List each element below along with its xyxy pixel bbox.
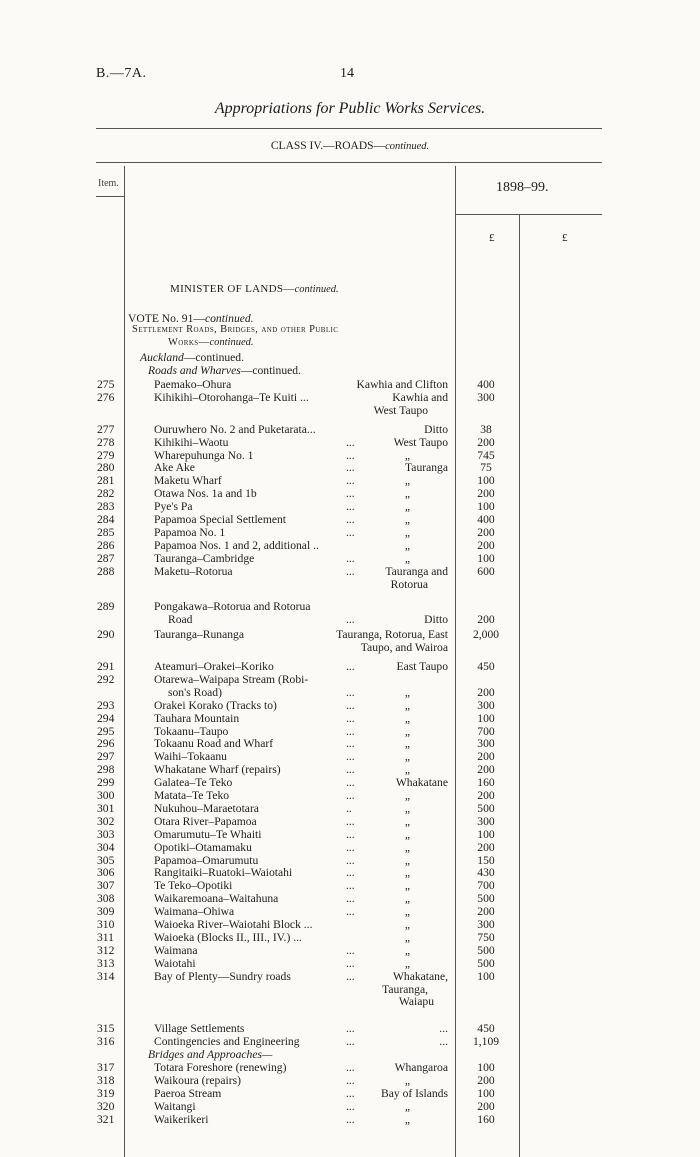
row-amount: 200 xyxy=(477,763,495,777)
row-description: Waikaremoana–Waitahuna xyxy=(154,892,279,906)
row-amount: 450 xyxy=(477,660,495,673)
class-heading: CLASS IV.—ROADS—continued. xyxy=(270,140,430,152)
row-amount: 100 xyxy=(477,1086,495,1100)
row-district: „ xyxy=(404,513,410,526)
row-district: Ditto xyxy=(424,422,448,436)
item-number: 283 xyxy=(97,500,115,514)
row-district: „ xyxy=(404,814,410,828)
row-district: „ xyxy=(404,1073,410,1087)
row-description: Whakatane Wharf (repairs) xyxy=(154,763,281,777)
item-number: 296 xyxy=(97,737,115,751)
item-number: 297 xyxy=(97,750,115,764)
row-amount: 500 xyxy=(477,956,495,970)
item-number: 314 xyxy=(97,969,115,983)
row-leader-dots: ... xyxy=(346,613,355,627)
item-number: 305 xyxy=(97,853,115,867)
row-leader-dots: ... xyxy=(346,840,355,854)
row-amount: 500 xyxy=(477,892,495,906)
currency-col-2: £ xyxy=(562,232,568,244)
row-district: „ xyxy=(404,685,410,699)
row-description: Papamoa–Omarumutu xyxy=(154,853,259,867)
row-amount: 100 xyxy=(477,500,495,514)
row-amount: 400 xyxy=(477,378,495,391)
row-district: „ xyxy=(404,448,410,462)
row-description: Waikoura (repairs) xyxy=(154,1073,241,1087)
item-number: 315 xyxy=(97,1022,115,1036)
subhead-line-1: Settlement Roads, Bridges, and other Public xyxy=(132,324,339,335)
minister-heading: MINISTER OF LANDS—continued. xyxy=(170,283,339,295)
row-amount: 500 xyxy=(477,801,495,815)
item-number: 302 xyxy=(97,814,115,828)
row-district: „ xyxy=(404,840,410,854)
row-amount: 450 xyxy=(477,1022,495,1036)
rule-year-under xyxy=(455,214,602,215)
row-description: Otara River–Papamoa xyxy=(154,814,257,828)
row-description: Tauhara Mountain xyxy=(154,711,240,725)
row-amount: 100 xyxy=(477,474,495,488)
row-amount: 430 xyxy=(477,866,495,880)
row-leader-dots: ... xyxy=(346,737,355,751)
year-heading: 1898–99. xyxy=(496,180,549,195)
rule-item-under xyxy=(96,196,124,197)
row-district: Bay of Islands xyxy=(381,1086,448,1100)
row-description: Waihi–Tokaanu xyxy=(154,750,227,764)
row-district: „ xyxy=(404,801,410,815)
region-heading: Auckland—continued. xyxy=(140,351,245,364)
rule-top xyxy=(96,128,602,129)
item-number: 308 xyxy=(97,892,115,906)
row-description: Waioeka (Blocks II., III., IV.) ... xyxy=(154,930,302,944)
row-amount: 200 xyxy=(477,1099,495,1113)
row-district: „ xyxy=(404,879,410,893)
page-number: 14 xyxy=(340,66,354,81)
row-leader-dots: ... xyxy=(346,564,355,578)
row-amount: 300 xyxy=(477,390,495,404)
row-description-cont: Road xyxy=(168,613,193,627)
row-description: Otarewa–Waipapa Stream (Robi- xyxy=(154,672,309,686)
row-amount: 200 xyxy=(477,789,495,802)
row-district: Tauranga and xyxy=(385,564,448,578)
row-district: „ xyxy=(404,698,410,712)
row-leader-dots: ... xyxy=(346,1099,355,1113)
row-amount: 160 xyxy=(477,1112,495,1126)
row-description: Te Teko–Opotiki xyxy=(154,879,233,893)
row-description: Totara Foreshore (renewing) xyxy=(154,1061,287,1074)
item-number: 275 xyxy=(97,378,115,391)
row-district-cont: Rotorua xyxy=(390,577,428,591)
row-description: Waimana–Ohiwa xyxy=(154,905,235,919)
row-description: Contingencies and Engineering xyxy=(154,1035,300,1049)
row-amount: 200 xyxy=(477,1073,495,1087)
item-number: 318 xyxy=(97,1073,115,1087)
item-number: 301 xyxy=(97,801,115,815)
item-number: 291 xyxy=(97,660,115,673)
item-number: 311 xyxy=(97,930,114,944)
row-leader-dots: ... xyxy=(346,750,355,764)
row-description: Tauranga–Runanga xyxy=(154,628,244,642)
row-description: Pye's Pa xyxy=(154,500,193,514)
row-leader-dots: ... xyxy=(346,789,355,802)
row-leader-dots: ... xyxy=(346,685,355,699)
row-leader-dots: ... xyxy=(346,1035,355,1049)
row-description: Wharepuhunga No. 1 xyxy=(154,448,254,462)
row-amount: 700 xyxy=(477,724,495,738)
row-district: „ xyxy=(404,853,410,867)
row-leader-dots: ... xyxy=(346,724,355,738)
row-description: Maketu Wharf xyxy=(154,474,222,488)
item-number: 320 xyxy=(97,1099,115,1113)
row-district: ... xyxy=(439,1022,448,1036)
item-number: 277 xyxy=(97,422,115,436)
row-district: Whangaroa xyxy=(394,1061,448,1074)
row-district: „ xyxy=(404,918,410,931)
row-description: Matata–Te Teko xyxy=(154,789,230,802)
row-leader-dots: ... xyxy=(346,1061,355,1074)
row-district: West Taupo xyxy=(393,435,448,449)
row-description: Otawa Nos. 1a and 1b xyxy=(154,487,257,501)
row-district: Tauranga xyxy=(405,461,448,475)
item-number: 298 xyxy=(97,763,115,777)
row-district-cont: West Taupo xyxy=(373,403,428,417)
row-leader-dots: ... xyxy=(346,905,355,919)
item-number: 303 xyxy=(97,827,115,841)
document-reference: B.—7A. xyxy=(96,66,147,81)
row-description: Opotiki–Otamamaku xyxy=(154,840,252,854)
row-amount: 2,000 xyxy=(472,628,500,642)
row-description: Maketu–Rotorua xyxy=(154,564,233,578)
row-amount: 200 xyxy=(477,525,495,539)
row-description: Waitangi xyxy=(154,1099,196,1113)
row-district: Kawhia and Clifton xyxy=(356,378,448,391)
item-number: 287 xyxy=(97,551,115,565)
row-amount: 100 xyxy=(477,551,495,565)
row-district: „ xyxy=(404,1099,410,1113)
item-number: 316 xyxy=(97,1035,115,1049)
row-leader-dots: ... xyxy=(346,879,355,893)
rule-item-col xyxy=(124,166,125,1157)
row-description: Paemako–Ohura xyxy=(154,378,232,391)
row-district: „ xyxy=(404,789,410,802)
row-leader-dots: ... xyxy=(346,1086,355,1100)
row-description: Omarumutu–Te Whaiti xyxy=(154,827,262,841)
row-leader-dots: ... xyxy=(346,711,355,725)
row-amount: 745 xyxy=(477,448,495,462)
row-district: Ditto xyxy=(424,613,448,627)
row-leader-dots: ... xyxy=(346,776,355,790)
row-leader-dots: ... xyxy=(346,698,355,712)
row-district: „ xyxy=(404,551,410,565)
currency-col-1: £ xyxy=(489,232,495,244)
row-description: Nukuhou–Maraetotara xyxy=(154,801,259,815)
row-amount: 750 xyxy=(477,930,495,944)
row-leader-dots: ... xyxy=(346,487,355,501)
item-number: 281 xyxy=(97,474,115,488)
row-district: „ xyxy=(404,892,410,906)
row-amount: 200 xyxy=(477,840,495,854)
row-amount: 300 xyxy=(477,814,495,828)
row-leader-dots: ... xyxy=(346,956,355,970)
row-description: Ateamuri–Orakei–Koriko xyxy=(154,660,274,673)
row-amount: 1,109 xyxy=(472,1035,500,1049)
item-number: 292 xyxy=(97,672,115,686)
row-district: „ xyxy=(404,500,410,514)
subhead-line-2: Works—continued. xyxy=(168,337,254,348)
row-description: Rangitaiki–Ruatoki–Waiotahi xyxy=(154,866,293,880)
row-amount: 200 xyxy=(477,538,495,552)
row-leader-dots: ... xyxy=(346,763,355,777)
row-description-cont: son's Road) xyxy=(168,685,222,699)
rule-class xyxy=(96,162,602,163)
row-description: Tauranga–Cambridge xyxy=(154,551,255,565)
row-description: Waiotahi xyxy=(154,956,196,970)
row-amount: 700 xyxy=(477,879,495,893)
row-description: Village Settlements xyxy=(154,1022,245,1036)
row-district: „ xyxy=(404,1112,410,1126)
row-leader-dots: ... xyxy=(346,513,355,526)
row-amount: 160 xyxy=(477,776,495,790)
item-number: 289 xyxy=(97,600,115,614)
item-number: 293 xyxy=(97,698,115,712)
row-leader-dots: ... xyxy=(346,474,355,488)
item-number: 310 xyxy=(97,918,115,931)
row-leader-dots: ... xyxy=(346,969,355,983)
row-description: Pongakawa–Rotorua and Rotorua xyxy=(154,600,311,614)
row-amount: 75 xyxy=(480,461,492,475)
row-description: Galatea–Te Teko xyxy=(154,776,233,790)
row-leader-dots: ... xyxy=(346,827,355,841)
row-description: Paeroa Stream xyxy=(154,1086,222,1100)
row-district-cont2: Waiapu xyxy=(398,995,434,1009)
row-amount: 100 xyxy=(477,827,495,841)
row-district: Tauranga, Rotorua, East xyxy=(336,628,448,642)
row-amount: 500 xyxy=(477,943,495,957)
row-district: „ xyxy=(404,737,410,751)
item-number: 317 xyxy=(97,1061,115,1074)
row-leader-dots: ... xyxy=(346,435,355,449)
row-district: Whakatane xyxy=(395,776,448,790)
item-number: 307 xyxy=(97,879,115,893)
row-district-cont: Taupo, and Wairoa xyxy=(360,641,448,655)
row-district: „ xyxy=(404,750,410,764)
row-amount: 200 xyxy=(477,750,495,764)
row-amount: 100 xyxy=(477,711,495,725)
row-district: Kawhia and xyxy=(392,390,448,404)
item-column-label: Item. xyxy=(98,178,119,189)
item-number: 309 xyxy=(97,905,115,919)
row-description: Kihikihi–Otorohanga–Te Kuiti ... xyxy=(154,390,309,404)
row-amount: 300 xyxy=(477,918,495,931)
row-amount: 200 xyxy=(477,487,495,501)
row-district: „ xyxy=(404,905,410,919)
row-district: „ xyxy=(404,525,410,539)
row-amount: 200 xyxy=(477,905,495,919)
row-description: Ouruwhero No. 2 and Puketarata... xyxy=(154,422,316,436)
row-leader-dots: .. xyxy=(346,801,352,815)
row-description: Papamoa No. 1 xyxy=(154,525,226,539)
row-leader-dots: ... xyxy=(346,461,355,475)
row-district: ... xyxy=(439,1035,448,1049)
row-amount: 200 xyxy=(477,685,495,699)
row-leader-dots: ... xyxy=(346,500,355,514)
row-amount: 600 xyxy=(477,564,495,578)
item-number: 299 xyxy=(97,776,115,790)
row-leader-dots: ... xyxy=(346,1022,355,1036)
row-amount: 200 xyxy=(477,435,495,449)
item-number: 304 xyxy=(97,840,115,854)
row-district: „ xyxy=(404,474,410,488)
bridges-subheading: Bridges and Approaches— xyxy=(148,1048,273,1062)
row-description: Ake Ake xyxy=(154,461,195,475)
row-leader-dots: ... xyxy=(346,448,355,462)
row-amount: 300 xyxy=(477,698,495,712)
row-leader-dots: ... xyxy=(346,943,355,957)
item-number: 295 xyxy=(97,724,115,738)
row-description: Waioeka River–Waiotahi Block ... xyxy=(154,918,313,931)
row-leader-dots: ... xyxy=(346,1073,355,1087)
row-district: „ xyxy=(404,711,410,725)
row-leader-dots: ... xyxy=(346,866,355,880)
row-district: „ xyxy=(404,866,410,880)
row-district: Whakatane, xyxy=(392,969,448,983)
row-leader-dots: ... xyxy=(346,853,355,867)
row-leader-dots: ... xyxy=(346,551,355,565)
row-amount: 200 xyxy=(477,613,495,627)
row-amount: 100 xyxy=(477,1061,495,1074)
row-district: East Taupo xyxy=(396,660,448,673)
item-number: 286 xyxy=(97,538,115,552)
row-amount: 300 xyxy=(477,737,495,751)
row-amount: 400 xyxy=(477,513,495,526)
item-number: 280 xyxy=(97,461,115,475)
item-number: 285 xyxy=(97,525,115,539)
roads-subheading: Roads and Wharves—continued. xyxy=(148,364,301,377)
row-leader-dots: ... xyxy=(346,525,355,539)
page-title: Appropriations for Public Works Services. xyxy=(214,100,486,117)
item-number: 278 xyxy=(97,435,115,449)
row-leader-dots: ... xyxy=(346,814,355,828)
item-number: 294 xyxy=(97,711,115,725)
item-number: 290 xyxy=(97,628,115,642)
row-amount: 150 xyxy=(477,853,495,867)
item-number: 282 xyxy=(97,487,115,501)
item-number: 279 xyxy=(97,448,115,462)
item-number: 306 xyxy=(97,866,115,880)
item-number: 313 xyxy=(97,956,115,970)
row-district: „ xyxy=(404,827,410,841)
row-district: „ xyxy=(404,943,410,957)
row-district-cont: Tauranga, xyxy=(382,982,428,996)
row-description: Kihikihi–Waotu xyxy=(154,435,229,449)
item-number: 312 xyxy=(97,943,115,957)
item-number: 319 xyxy=(97,1086,115,1100)
row-district: „ xyxy=(404,487,410,501)
row-leader-dots: ... xyxy=(346,660,355,673)
row-description: Tokaanu Road and Wharf xyxy=(154,737,274,751)
rule-amount-right xyxy=(519,214,520,1157)
row-description: Orakei Korako (Tracks to) xyxy=(154,698,277,712)
row-leader-dots: ... xyxy=(346,1112,355,1126)
item-number: 288 xyxy=(97,564,115,578)
row-description: Tokaanu–Taupo xyxy=(154,724,229,738)
row-description: Waimana xyxy=(154,943,198,957)
row-district: „ xyxy=(404,724,410,738)
row-district: „ xyxy=(404,930,410,944)
row-description: Waikerikeri xyxy=(154,1112,209,1126)
item-number: 284 xyxy=(97,513,115,526)
item-number: 321 xyxy=(97,1112,115,1126)
row-district: „ xyxy=(404,956,410,970)
row-district: „ xyxy=(404,763,410,777)
item-number: 276 xyxy=(97,390,115,404)
row-description: Papamoa Nos. 1 and 2, additional .. xyxy=(154,538,319,552)
row-amount: 38 xyxy=(480,422,492,436)
row-leader-dots: ... xyxy=(346,892,355,906)
row-description: Bay of Plenty—Sundry roads xyxy=(154,969,291,983)
row-amount: 100 xyxy=(477,969,495,983)
item-number: 300 xyxy=(97,789,115,802)
vote-heading: VOTE No. 91—continued. xyxy=(128,312,254,325)
row-description: Papamoa Special Settlement xyxy=(154,513,287,526)
row-district: „ xyxy=(404,538,410,552)
